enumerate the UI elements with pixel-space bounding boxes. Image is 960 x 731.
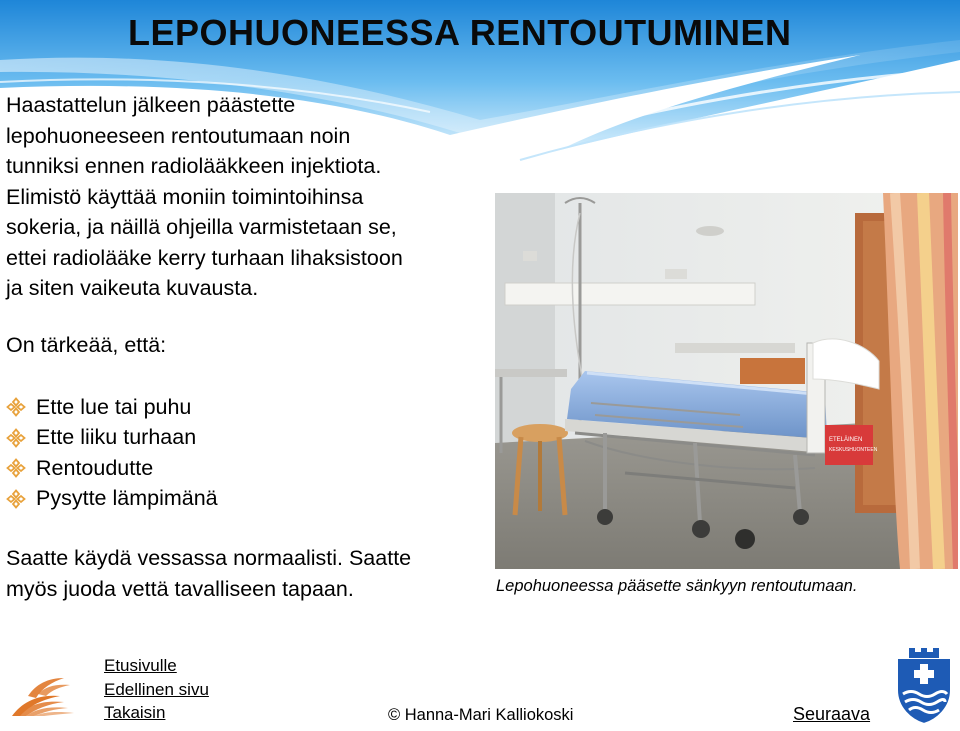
lead-text: On tärkeää, että:	[6, 333, 167, 357]
rest-room-photo	[495, 193, 958, 569]
bed-sign	[825, 425, 873, 465]
list-item-label: Ette lue tai puhu	[36, 394, 192, 419]
diamond-bullet-icon	[6, 458, 36, 478]
intro-line: Elimistö käyttää moniin toimintoihinsa	[6, 184, 364, 209]
intro-line: ja siten vaikeuta kuvausta.	[6, 276, 259, 300]
list-item	[6, 423, 218, 454]
outro-paragraph	[6, 543, 486, 604]
back-link[interactable]: Takaisin	[104, 703, 166, 722]
bed-sign-line: ETELÄINEN	[829, 437, 863, 443]
intro-line: ettei radiolääke kerry turhaan lihaksistoon	[6, 245, 403, 270]
list-item-label: Rentoudutte	[36, 455, 154, 480]
diamond-bullet-icon	[6, 428, 36, 448]
instruction-list	[6, 392, 218, 514]
bed-sign-line: KESKUSHUONTEEN	[829, 447, 878, 453]
hospital-bed-illustration	[495, 193, 958, 569]
list-item-label: Ette liiku turhaan	[36, 425, 197, 450]
crest-emblem-icon	[893, 644, 955, 731]
page-title: LEPOHUONEESSA RENTOUTUMINEN	[128, 12, 792, 53]
diamond-bullet-icon	[6, 397, 36, 417]
copyright-text: © Hanna-Mari Kalliokoski	[388, 706, 574, 724]
diamond-bullet-icon	[6, 489, 36, 509]
photo-caption: Lepohuoneessa pääsette sänkyyn rentoutumaan.	[496, 577, 858, 595]
outro-line: Saatte käydä vessassa normaalisti. Saatte	[6, 546, 412, 570]
outro-line: myös juoda vettä tavalliseen tapaan.	[6, 576, 354, 601]
home-link[interactable]: Etusivulle	[104, 656, 177, 675]
intro-line: sokeria, ja näillä ohjeilla varmistetaan se,	[6, 215, 397, 239]
next-link[interactable]: Seuraava	[793, 704, 871, 724]
intro-paragraph	[6, 90, 486, 304]
intro-line: tunniksi ennen radiolääkkeen injektiota.	[6, 154, 382, 178]
sunrise-logo-icon	[8, 672, 80, 723]
list-item-label: Pysytte lämpimänä	[36, 486, 218, 511]
footer-nav	[104, 654, 209, 725]
intro-line: Haastattelun jälkeen päästette	[6, 93, 296, 117]
list-item	[6, 392, 218, 423]
previous-page-link[interactable]: Edellinen sivu	[104, 679, 209, 699]
list-item	[6, 484, 218, 515]
list-item	[6, 453, 218, 484]
intro-line: lepohuoneeseen rentoutumaan noin	[6, 123, 351, 148]
